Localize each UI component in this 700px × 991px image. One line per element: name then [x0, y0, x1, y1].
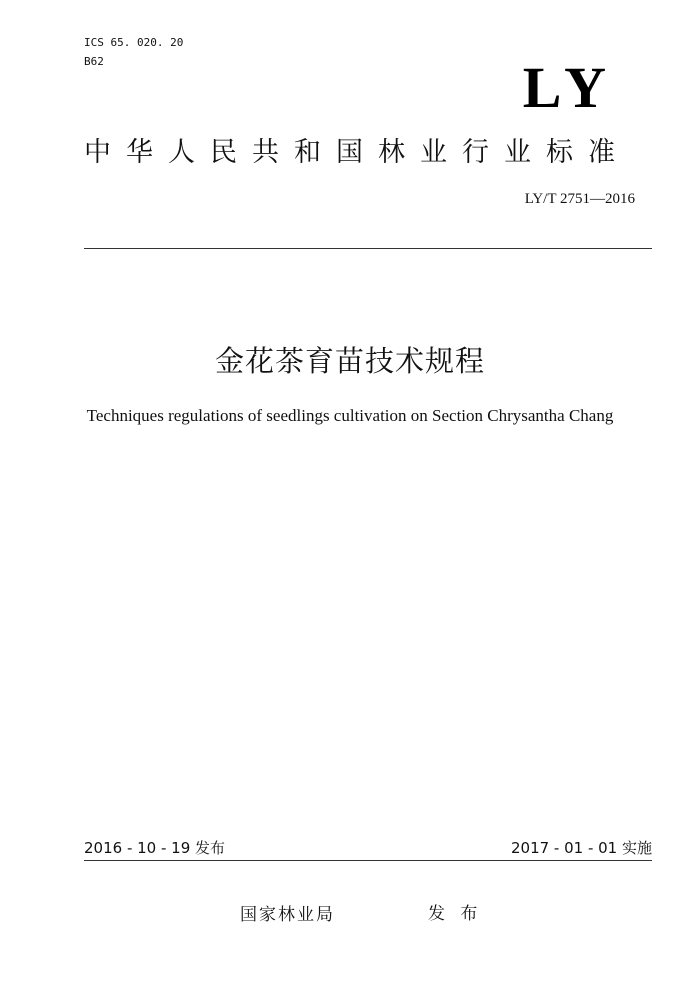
ics-code: ICS 65. 020. 20 — [84, 36, 184, 49]
issue-date: 2016 - 10 - 19 发布 — [84, 839, 226, 857]
ly-logo: LY — [522, 55, 614, 120]
publisher-name: 国家林业局 — [240, 905, 335, 925]
standard-title: 中华人民共和国林业行业标准 — [84, 137, 630, 168]
document-title-en: Techniques regulations of seedlings cultivation on Section Chrysantha Chang — [86, 406, 614, 425]
classification-code: B62 — [84, 55, 104, 68]
implementation-date: 2017 - 01 - 01 实施 — [510, 839, 652, 857]
publish-label: 发 布 — [428, 904, 483, 924]
bottom-divider — [84, 860, 652, 861]
document-title-cn: 金花茶育苗技术规程 — [214, 344, 485, 378]
top-divider — [84, 248, 652, 249]
standard-code: LY/T 2751—2016 — [524, 191, 635, 207]
